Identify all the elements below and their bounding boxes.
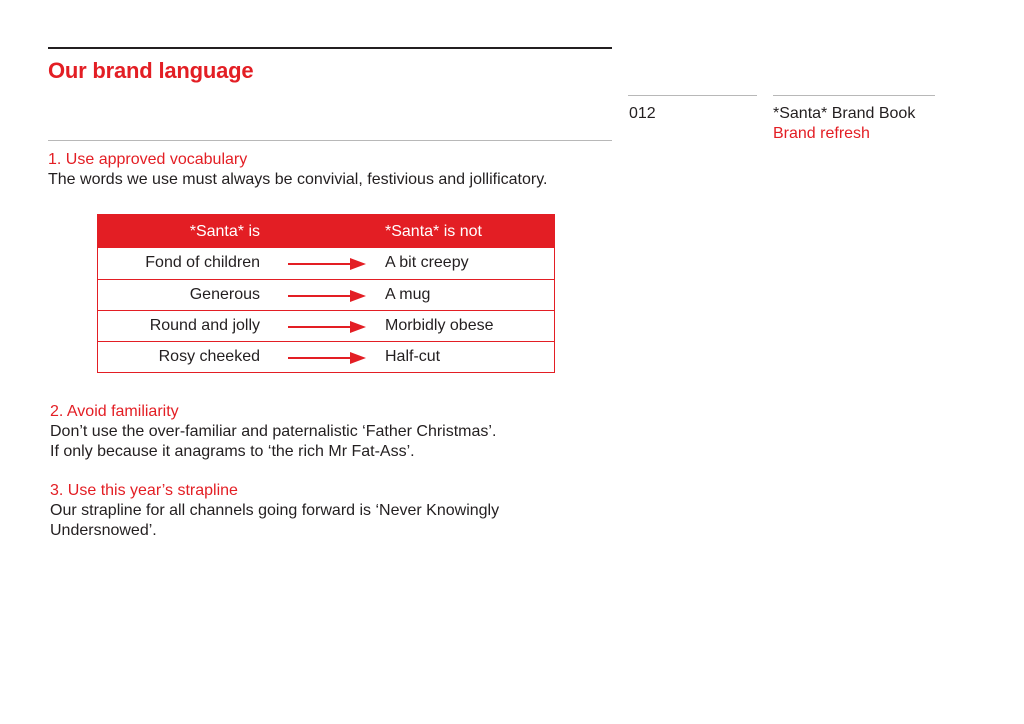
- page-title: Our brand language: [48, 58, 254, 83]
- section-divider: [48, 140, 612, 141]
- section-1-body: The words we use must always be convivial, festivious and jollificatory.: [48, 171, 548, 188]
- table-row: [98, 279, 554, 310]
- santa-is-not-cell: Half-cut: [385, 348, 441, 365]
- santa-is-cell: Fond of children: [145, 254, 260, 271]
- right-arrow-icon: [288, 351, 368, 365]
- book-title: *Santa* Brand Book: [773, 105, 916, 122]
- right-arrow-icon: [288, 257, 368, 271]
- table-row: [98, 248, 554, 279]
- santa-is-cell: Generous: [189, 286, 260, 303]
- book-title-rule: [773, 95, 935, 96]
- section-2-line-1: Don’t use the over-familiar and paternalistic ‘Father Christmas’.: [50, 423, 497, 440]
- section-2-line-2: If only because it anagrams to ‘the rich Mr Fat-Ass’.: [50, 443, 415, 460]
- page-number: 012: [629, 105, 656, 122]
- table-row: [98, 310, 554, 341]
- header-santa-is-not: *Santa* is not: [385, 223, 482, 240]
- santa-is-cell: Rosy cheeked: [158, 348, 260, 365]
- right-arrow-icon: [288, 289, 368, 303]
- page-number-rule: [628, 95, 757, 96]
- vocabulary-table-header: [98, 215, 554, 248]
- right-arrow-icon: [288, 320, 368, 334]
- table-row: [98, 341, 554, 372]
- santa-is-not-cell: A mug: [385, 286, 431, 303]
- santa-is-not-cell: A bit creepy: [385, 254, 469, 271]
- section-3-body: Our strapline for all channels going forward is ‘Never Knowingly Undersnowed’.: [50, 502, 500, 539]
- santa-is-cell: Round and jolly: [149, 317, 260, 334]
- header-santa-is: *Santa* is: [189, 223, 260, 240]
- title-top-rule: [48, 47, 612, 49]
- vocabulary-table: [97, 214, 555, 373]
- book-subtitle: Brand refresh: [773, 125, 870, 142]
- santa-is-not-cell: Morbidly obese: [385, 317, 494, 334]
- section-2-heading: 2. Avoid familiarity: [50, 403, 179, 420]
- section-1-heading: 1. Use approved vocabulary: [48, 151, 248, 168]
- section-3-heading: 3. Use this year’s strapline: [50, 482, 238, 499]
- section-2-body: [50, 422, 496, 462]
